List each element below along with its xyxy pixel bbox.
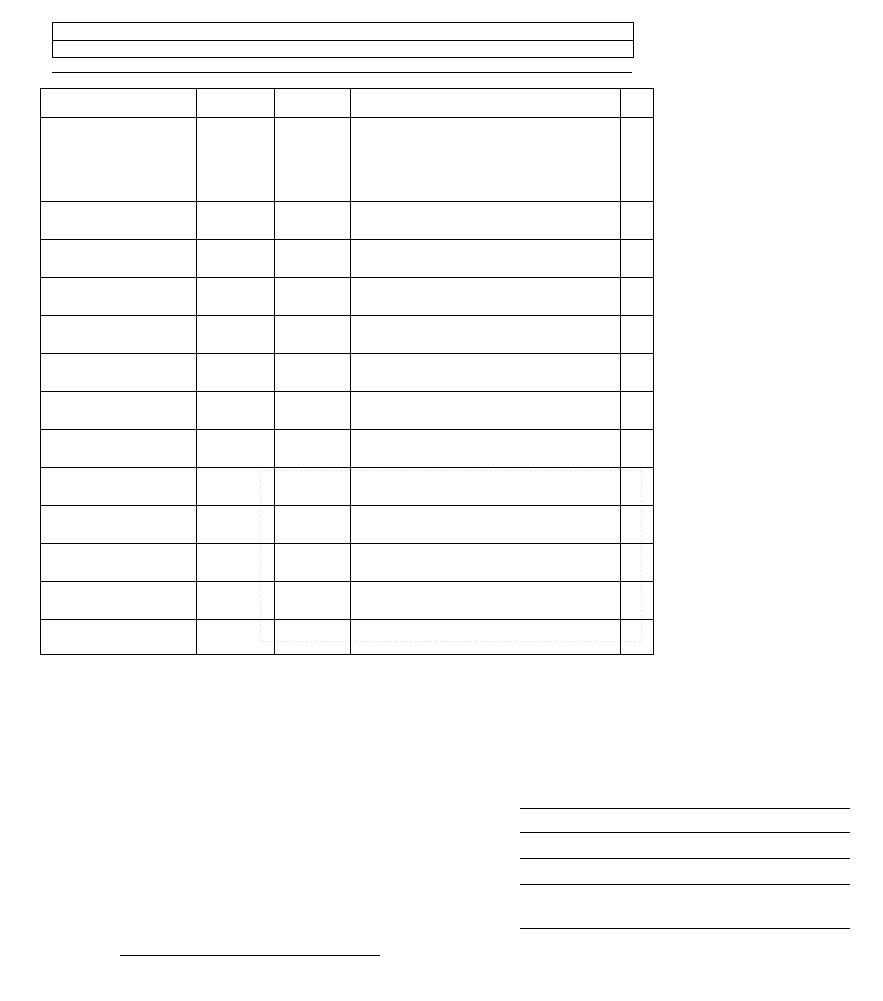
header-row-2 (53, 40, 633, 58)
conditions-line-2 (210, 682, 830, 698)
watermark (260, 470, 642, 642)
conditions-line-1 (210, 656, 830, 672)
col-sep-1 (196, 89, 197, 654)
row-sep-5 (41, 353, 653, 354)
form-field-rule-3 (520, 858, 850, 859)
row-sep-4 (41, 315, 653, 316)
row-sep-1 (41, 201, 653, 202)
row-number-5 (625, 321, 643, 335)
form-field-rule-5 (520, 928, 850, 929)
form-field-rule-4 (520, 884, 850, 885)
row-number-1 (625, 123, 643, 137)
title-rule (52, 72, 632, 73)
row-sep-header (41, 117, 653, 118)
row-number-8 (625, 435, 643, 449)
row-number-7 (625, 397, 643, 411)
row-number-2 (625, 207, 643, 221)
conditions-line-4 (210, 734, 830, 750)
header-box (52, 22, 634, 58)
row-number-6 (625, 359, 643, 373)
form-field-rule-2 (520, 832, 850, 833)
row-number-4 (625, 283, 643, 297)
row-sep-2 (41, 239, 653, 240)
form-field-rule-1 (520, 808, 850, 809)
row-sep-6 (41, 391, 653, 392)
row-number-3 (625, 245, 643, 259)
row-sep-8 (41, 467, 653, 468)
signature-rule (120, 955, 380, 956)
conditions-line-5 (210, 760, 830, 776)
row-sep-7 (41, 429, 653, 430)
row-sep-3 (41, 277, 653, 278)
header-row-1 (53, 23, 633, 40)
conditions-line-3 (210, 708, 830, 724)
